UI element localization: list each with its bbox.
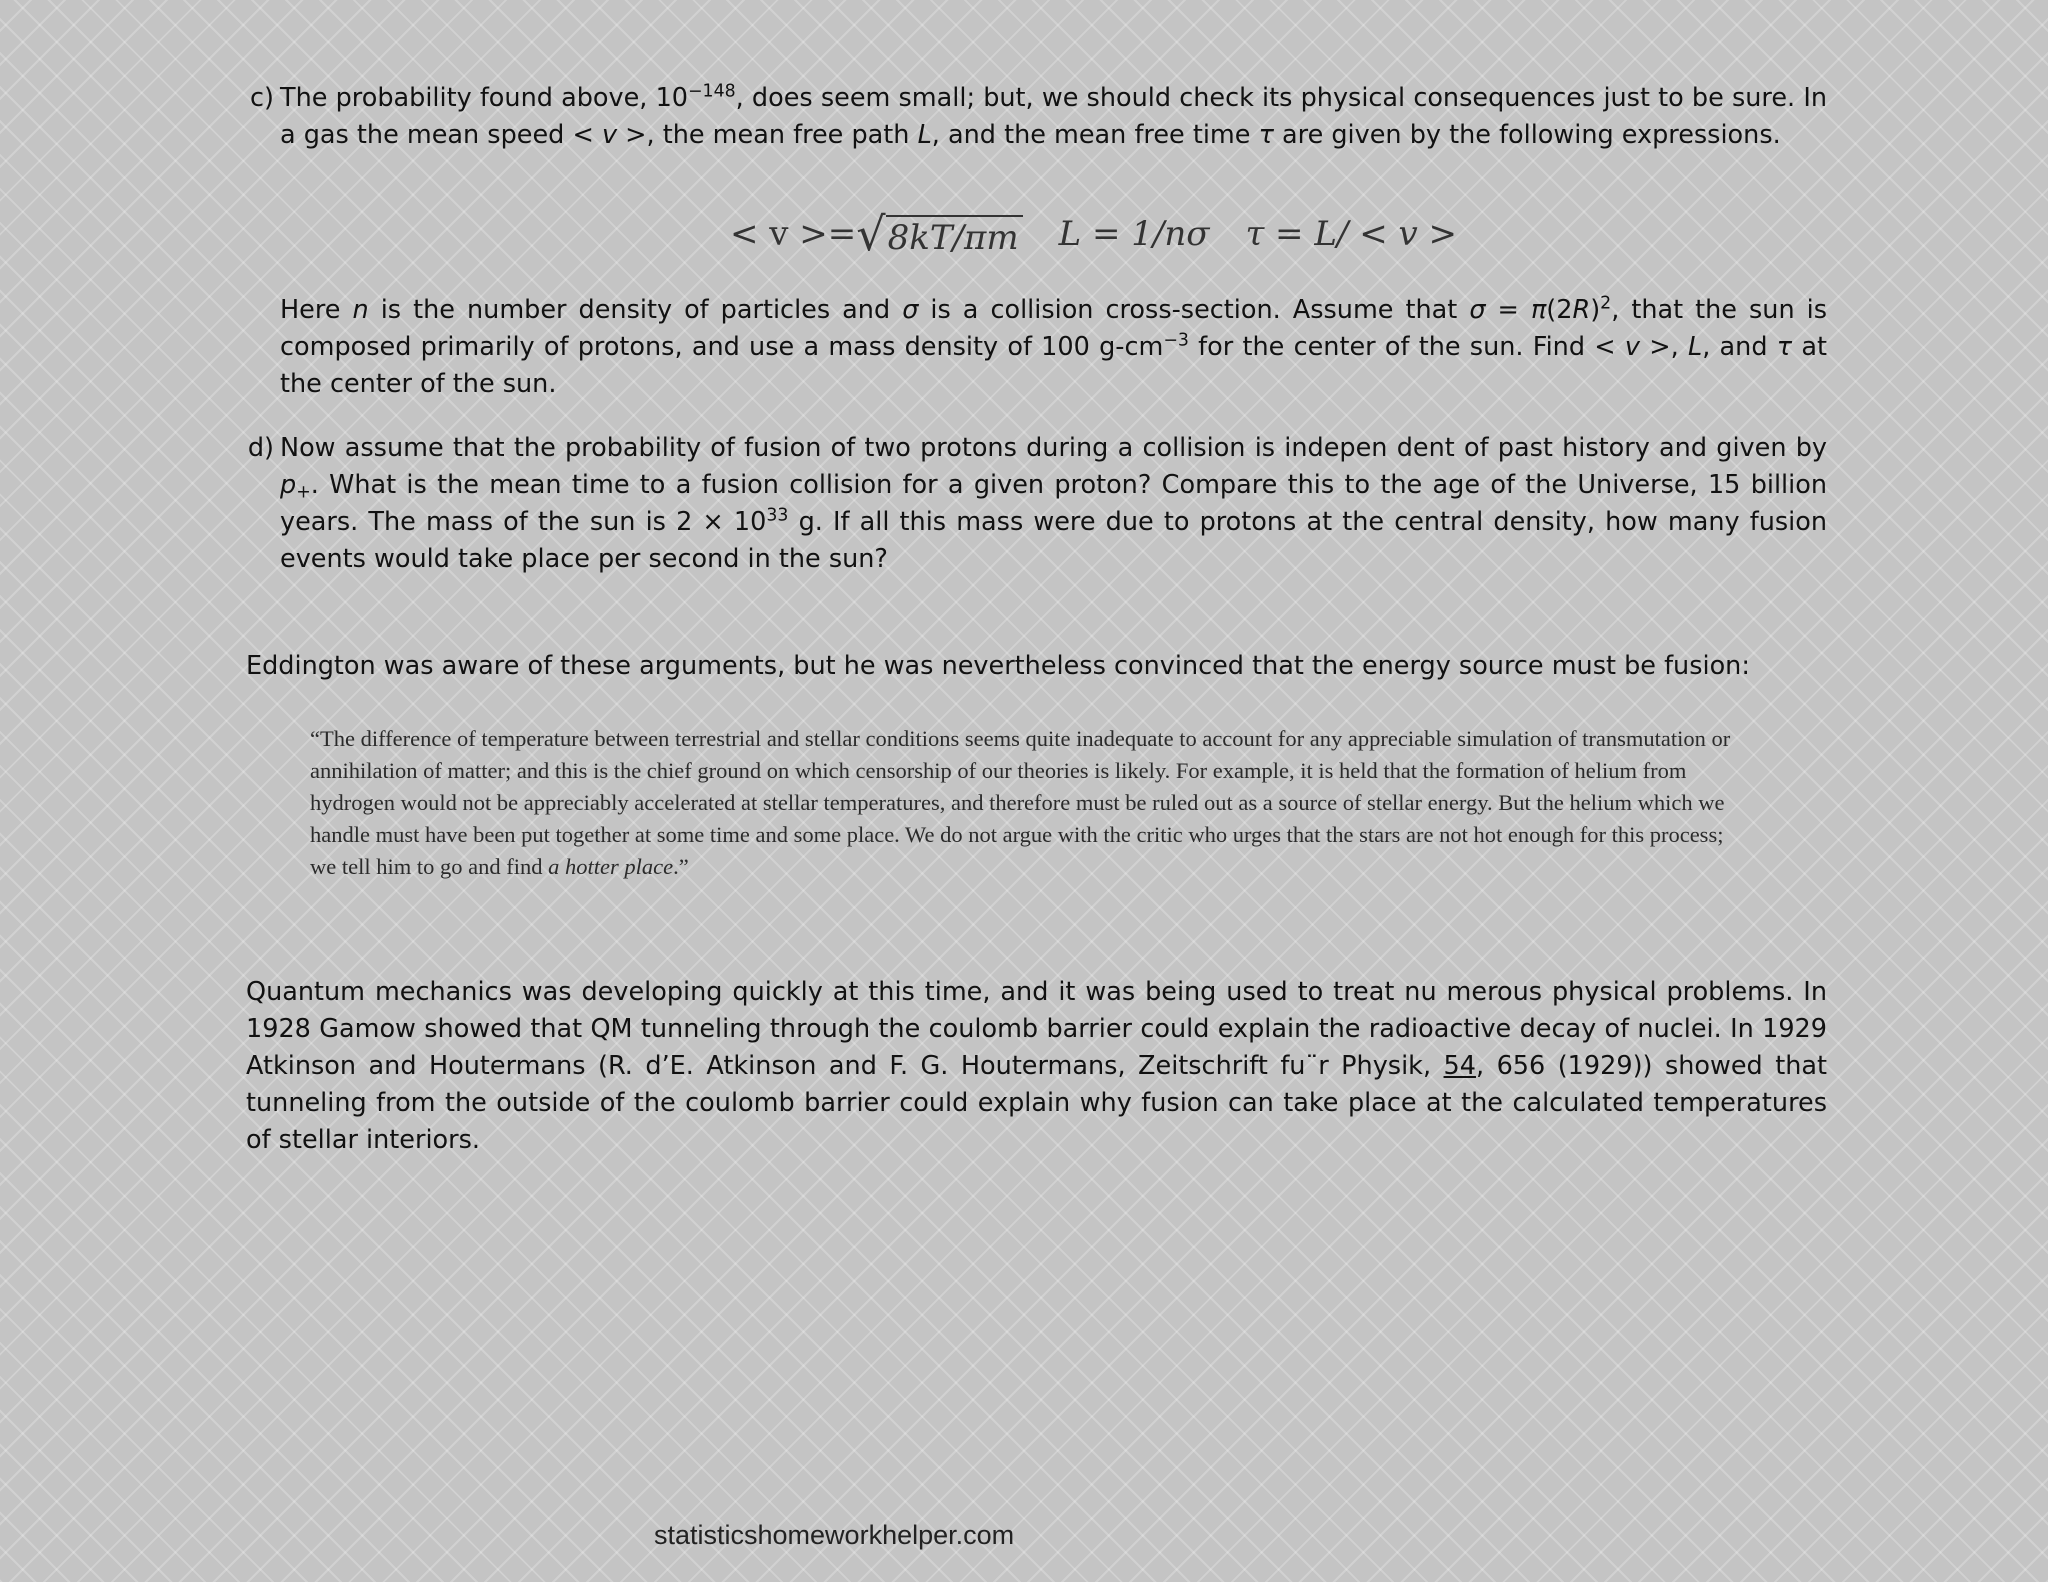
- footer-website: statisticshomeworkhelper.com: [654, 1520, 1015, 1550]
- item-c-paragraph-1: The probability found above, $10^{-148}$, does seem small; but, we should check its physical consequences just to be sure. In a gas the mean speed < v >, the mean free path L, and the mean free time τ are given by the following expressions.: [280, 81, 1827, 150]
- item-c-text: [250, 80, 1827, 154]
- quantum-paragraph: Quantum mechanics was developing quickly at this time, and it was being used to treat nu merous physical problems. In 1928 Gamow showed that QM tunneling through the coulomb barrier could explain the radioactive decay of nuclei. In 1929 Atkinson and Houtermans (R. d’E. Atkinson and F. G. Houtermans, Zeitschrift fu¨r Physik, 54, 656 (1929)) showed that tunneling from the outside of the coulomb barrier could explain why fusion can take place at the calculated temperatures of stellar interiors.: [246, 977, 1827, 1155]
- item-c-marker: c): [250, 83, 274, 113]
- mean-free-time-equation: τ = L/ < v >: [1245, 214, 1457, 254]
- square-root: √ 8kT/πm: [856, 211, 1022, 257]
- quote-emphasis: a hotter place: [548, 854, 674, 879]
- eddington-quote: “The difference of temperature between terrestrial and stellar conditions seems quite inadequate to account for any appreciable simulation of transmutation or annihilation of matter; and this is the chief ground on which censorship of our theories is likely. For example, it is held that the formation of helium from hydrogen would not be appreciably accelerated at stellar temperatures, and therefore must be ruled out as a source of stellar energy. But the helium which we handle must have been put together at some time and some place. We do not argue with the critic who urges that the stars are not hot enough for this process; we tell him to go and find a hotter place.”: [310, 726, 1731, 879]
- eddington-paragraph: Eddington was aware of these arguments, but he was nevertheless convinced that the energy source must be fusion:: [246, 651, 1750, 681]
- item-c-paragraph-2: Here n is the number density of particles and σ is a collision cross-section. Assume that $\sigma = \pi(2R)^2$, that the sun is composed primarily of protons, and use a mass density of 100 $g-cm^{-3}$ for the center of the sun. Find < v >, L, and τ at the center of the sun.: [280, 293, 1828, 399]
- mean-speed-equation: [730, 204, 1457, 264]
- item-d-marker: d): [247, 433, 274, 463]
- item-d-text: [247, 430, 1827, 578]
- journal-volume: 54: [1443, 1051, 1476, 1081]
- equation-lhs: < v >=: [730, 214, 857, 254]
- mean-free-path-equation: L = 1/nσ: [1058, 214, 1210, 254]
- item-c-paragraph-2-block: [280, 292, 1827, 403]
- item-d-paragraph: Now assume that the probability of fusion of two protons during a collision is indepen dent of past history and given by $p_+$. What is the mean time to a fusion collision for a given proton? Compare this to the age of the Universe, 15 billion years. The mass of the sun is $2 \times 10^{33}$ g. If all this mass were due to protons at the central density, how many fusion events would take place per second in the sun?: [280, 433, 1827, 574]
